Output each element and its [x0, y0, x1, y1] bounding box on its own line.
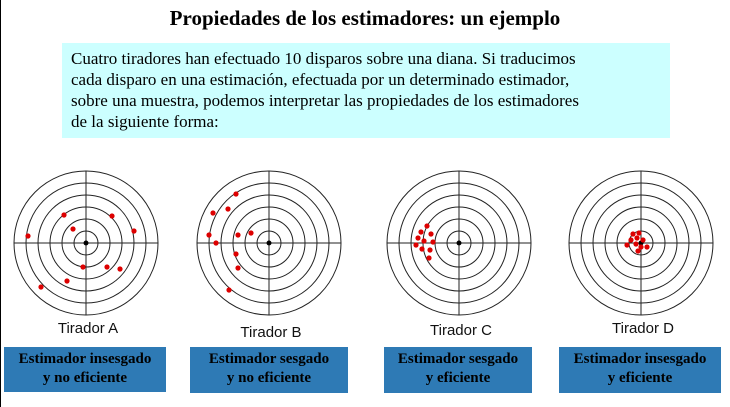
verdict-line: y eficiente [607, 370, 673, 386]
shot-mark [636, 230, 641, 235]
verdict-line: Estimador sesgado [208, 351, 330, 367]
shot-mark [415, 235, 420, 240]
shot-mark [70, 226, 75, 231]
verdict-line: y no eficiente [42, 370, 128, 386]
shot-mark [131, 228, 136, 233]
shot-mark [419, 246, 424, 251]
shot-mark [25, 233, 30, 238]
target-a [6, 163, 166, 323]
shooter-label-b: Tirador B [240, 324, 302, 341]
shot-mark [61, 212, 66, 217]
page-title: Propiedades de los estimadores: un ejemplo [169, 6, 561, 30]
target-c [379, 163, 539, 323]
shot-mark [104, 264, 109, 269]
shot-mark [109, 213, 114, 218]
shot-mark [424, 223, 429, 228]
shot-mark [628, 237, 633, 242]
shot-mark [226, 287, 231, 292]
shooter-label-d: Tirador D [612, 320, 674, 337]
verdict-a [4, 347, 166, 392]
shot-mark [210, 210, 215, 215]
shot-mark [430, 239, 435, 244]
verdict-line: Estimador insesgado [573, 351, 707, 367]
bullseye-dot [457, 241, 462, 246]
shot-mark [426, 255, 431, 260]
shot-mark [233, 191, 238, 196]
verdict-line: Estimador insesgado [18, 351, 152, 367]
bullseye-dot [267, 241, 272, 246]
shot-mark [206, 232, 211, 237]
shot-mark [633, 241, 638, 246]
shot-mark [80, 264, 85, 269]
bullseye-dot [84, 241, 89, 246]
shot-mark [117, 266, 122, 271]
intro-box [62, 43, 670, 138]
shot-mark [418, 229, 423, 234]
shot-mark [644, 244, 649, 249]
target-d [561, 163, 721, 323]
shot-mark [427, 247, 432, 252]
shot-mark [624, 242, 629, 247]
shot-mark [630, 231, 635, 236]
shot-mark [428, 231, 433, 236]
shot-mark [64, 278, 69, 283]
verdict-c [384, 347, 532, 393]
shot-mark [640, 237, 645, 242]
shot-mark [235, 265, 240, 270]
shot-mark [421, 238, 426, 243]
shot-mark [413, 242, 418, 247]
intro-line: de la siguiente forma: [71, 112, 219, 131]
intro-line: sobre una muestra, podemos interpretar las propiedades de los estimadores [71, 91, 579, 110]
intro-line: cada disparo en una estimación, efectuada por un determinado estimador, [71, 70, 570, 89]
shooter-label-c: Tirador C [430, 322, 492, 339]
shooter-label-a: Tirador A [57, 320, 119, 337]
shot-mark [235, 232, 240, 237]
target-b [189, 163, 349, 323]
shot-mark [233, 251, 238, 256]
shot-mark [38, 284, 43, 289]
verdict-line: y eficiente [425, 370, 491, 386]
shot-mark [248, 230, 253, 235]
verdict-b [190, 347, 348, 393]
shot-mark [213, 240, 218, 245]
verdict-line: y no eficiente [226, 370, 312, 386]
shot-mark [225, 206, 230, 211]
intro-line: Cuatro tiradores han efectuado 10 disparos sobre una diana. Si traducimos [71, 49, 576, 68]
left-border-line [0, 0, 1, 407]
verdict-line: Estimador sesgado [397, 351, 519, 367]
shot-mark [635, 248, 640, 253]
verdict-d [559, 347, 721, 393]
shot-mark [634, 235, 639, 240]
